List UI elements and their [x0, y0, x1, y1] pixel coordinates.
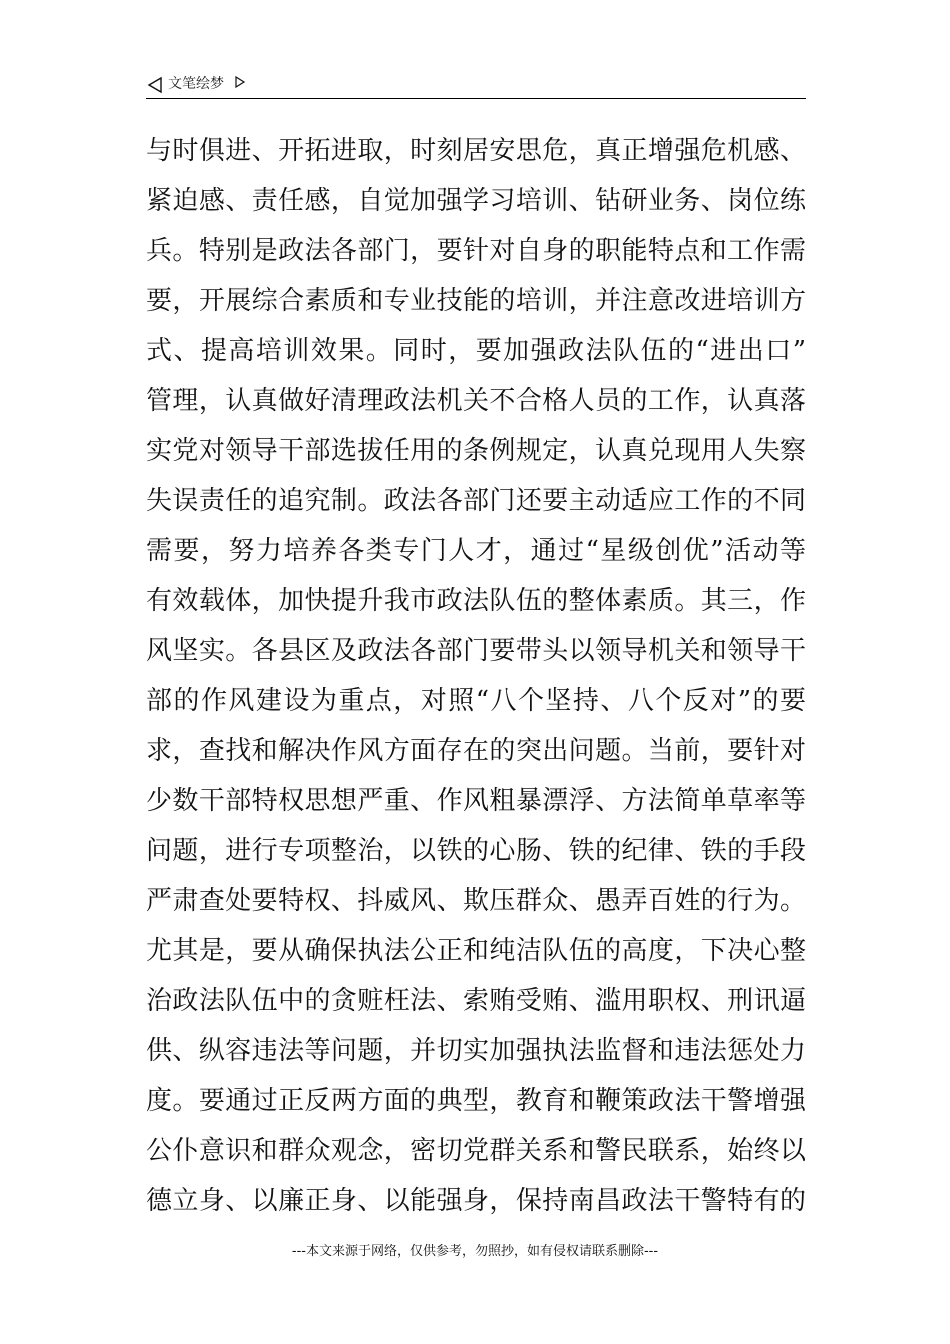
- text-line: 紧迫感、责任感，自觉加强学习培训、钻研业务、岗位练: [146, 186, 806, 216]
- text-line: 部的作风建设为重点，对照“八个坚持、八个反对”的要: [146, 686, 806, 716]
- text-line: 公仆意识和群众观念，密切党群关系和警民联系，始终以: [146, 1136, 806, 1166]
- text-line: 度。要通过正反两方面的典型，教育和鞭策政法干警增强: [146, 1086, 806, 1116]
- text-line: 少数干部特权思想严重、作风粗暴漂浮、方法简单草率等: [146, 786, 806, 816]
- text-line: 治政法队伍中的贪赃枉法、索贿受贿、滥用职权、刑讯逼: [146, 986, 806, 1016]
- text-line: 与时俱进、开拓进取，时刻居安思危，真正增强危机感、: [146, 136, 806, 166]
- text-line: 要，开展综合素质和专业技能的培训，并注意改进培训方: [146, 286, 806, 316]
- text-line: 问题，进行专项整治，以铁的心肠、铁的纪律、铁的手段: [146, 836, 806, 866]
- text-line: 有效载体，加快提升我市政法队伍的整体素质。其三，作: [146, 586, 806, 616]
- header-title: 文笔绘梦: [168, 76, 224, 92]
- body-text: [146, 126, 806, 1226]
- text-line: 严肃查处要特权、抖威风、欺压群众、愚弄百姓的行为。: [146, 886, 806, 916]
- page-header: [146, 72, 806, 98]
- text-line: 求，查找和解决作风方面存在的突出问题。当前，要针对: [146, 736, 806, 766]
- triangle-left-outline-icon: [146, 76, 164, 94]
- text-line: 供、纵容违法等问题，并切实加强执法监督和违法惩处力: [146, 1036, 806, 1066]
- text-line: 管理，认真做好清理政法机关不合格人员的工作，认真落: [146, 386, 806, 416]
- header-divider: [146, 98, 806, 99]
- text-line: 失误责任的追究制。政法各部门还要主动适应工作的不同: [146, 486, 806, 516]
- text-line: 德立身、以廉正身、以能强身，保持南昌政法干警特有的: [146, 1186, 806, 1216]
- page-footer-note: ---本文来源于网络，仅供参考，勿照抄，如有侵权请联系删除---: [291, 1244, 659, 1259]
- text-line: 需要，努力培养各类专门人才，通过“星级创优”活动等: [146, 536, 806, 566]
- triangle-right-outline-icon: [234, 76, 246, 88]
- text-line: 式、提高培训效果。同时，要加强政法队伍的“进出口”: [146, 336, 806, 366]
- text-line: 兵。特别是政法各部门，要针对自身的职能特点和工作需: [146, 236, 806, 266]
- text-line: 风坚实。各县区及政法各部门要带头以领导机关和领导干: [146, 636, 806, 666]
- text-line: 实党对领导干部选拔任用的条例规定，认真兑现用人失察: [146, 436, 806, 466]
- text-line: 尤其是，要从确保执法公正和纯洁队伍的高度，下决心整: [146, 936, 806, 966]
